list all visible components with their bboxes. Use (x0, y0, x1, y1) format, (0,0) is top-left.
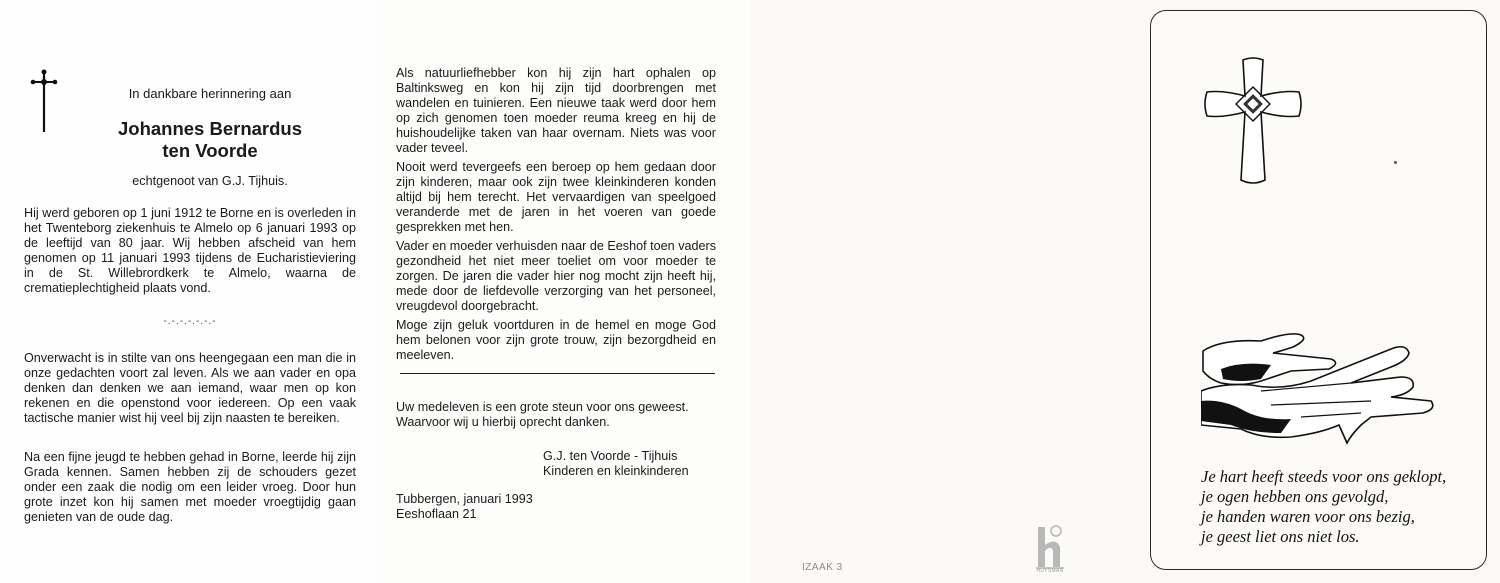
poem-line: je geest liet ons niet los. (1201, 527, 1360, 546)
name-first-line: Johannes Bernardus (117, 118, 303, 139)
name-second-line: ten Voorde (162, 140, 258, 161)
front-page (1130, 0, 1500, 583)
paragraph-text: Moge zijn geluk voortduren in de hemel en moge God hem belonen voor zijn grote trouw, zijn bezorgdheid en meeleven. (396, 318, 716, 362)
card-code: IZAAK 3 (802, 562, 843, 573)
latin-cross-icon (30, 68, 58, 134)
right-inner-page (375, 0, 750, 583)
paragraph-text: Nooit werd tevergeefs een beroep op hem gedaan door zijn kinderen, maar ook zijn twee kleinkinderen konden altijd bij hem terecht. Het vervaardigen van speelgoed veranderde met de jaren in het voeren van goede gesprekken met hen. (396, 160, 716, 234)
memory-paragraph (396, 239, 716, 314)
front-card-frame (1150, 10, 1487, 570)
memory-paragraph (396, 318, 716, 363)
publisher-name: HUYSMAN (1036, 568, 1064, 574)
thanks-line: Waarvoor wij u hierbij oprecht danken. (396, 415, 610, 429)
spouse-line: echtgenoot van G.J. Tijhuis. (132, 174, 288, 188)
memory-paragraph (396, 66, 716, 156)
divider-line (400, 373, 715, 374)
memory-paragraph (24, 450, 356, 525)
signer-family: Kinderen en kleinkinderen (543, 464, 689, 478)
back-page (750, 0, 1130, 583)
paragraph-text: Vader en moeder verhuisden naar de Eeshof toen vaders gezondheid het niet meer toeliet om voor moeder te zorgen. De jaren die vader hier nog mocht zijn heeft hij, mede door de liefdevolle verzorging van het personeel, vreugdevol doorgebracht. (396, 239, 716, 313)
memory-paragraph (24, 351, 356, 426)
paragraph-text: Onverwacht is in stilte van ons heengegaan een man die in onze gedachten voort zal leven. Als we aan vader en opa denken dan denken we aan iemand, waar men op kon rekenen en die openstond voor iedereen. Op een vaak tactische manier wist hij veel bij zijn naasten te bereiken. (24, 351, 356, 425)
signatories (543, 449, 689, 479)
dedication-intro: In dankbare herinnering aan (128, 86, 292, 101)
memory-paragraph (396, 160, 716, 235)
deceased-name (95, 118, 325, 162)
place-date: Tubbergen, januari 1993 (396, 492, 533, 506)
address: Eeshoflaan 21 (396, 507, 477, 521)
memorial-poem (1201, 467, 1481, 547)
poem-line: Je hart heeft steeds voor ons geklopt, (1201, 467, 1447, 486)
paragraph-text: Als natuurliefhebber kon hij zijn hart ophalen op Baltinksweg en kon hij zijn tijd doorbrengen met wandelen en tuinieren. Een nieuwe taak werd door hem op zich genomen toen moeder reuma kreeg en hij de huishoudelijke taken van haar overnam. Niets was voor vader teveel. (396, 66, 716, 155)
left-inner-page (0, 0, 375, 583)
signer-name: G.J. ten Voorde - Tijhuis (543, 449, 678, 463)
thanks-message (396, 400, 726, 430)
biography-paragraph (24, 206, 356, 296)
poem-line: je ogen hebben ons gevolgd, (1201, 487, 1389, 506)
thanks-line: Uw medeleven is een grote steun voor ons geweest. (396, 400, 689, 414)
paragraph-text: Na een fijne jeugd te hebben gehad in Borne, leerde hij zijn Grada kennen. Samen hebben zij de schouders gezet onder een zaak die nodig om een leider vroeg. Door hun grote inzet kon hij samen met moeder vroegtijdig gaan genieten van de oude dag. (24, 450, 356, 524)
place-and-address (396, 492, 533, 522)
paragraph-text: Hij werd geboren op 1 juni 1912 te Borne en is overleden in het Twenteborg ziekenhuis te Almelo op 6 januari 1993 op de leeftijd van 80 jaar. Wij hebben afscheid van hem genomen op 11 januari 1993 tijdens de Eucharistieviering in de St. Willebrordkerk te Almelo, waarna de crematieplechtigheid plaats vond. (24, 206, 356, 295)
speck (1394, 161, 1397, 164)
poem-line: je handen waren voor ons bezig, (1201, 507, 1415, 526)
celtic-cross-icon (1203, 56, 1303, 186)
publisher-logo-icon (1032, 523, 1068, 573)
holding-hands-icon (1201, 321, 1436, 446)
section-separator: -.-.-.-.-.-.- (163, 316, 217, 327)
